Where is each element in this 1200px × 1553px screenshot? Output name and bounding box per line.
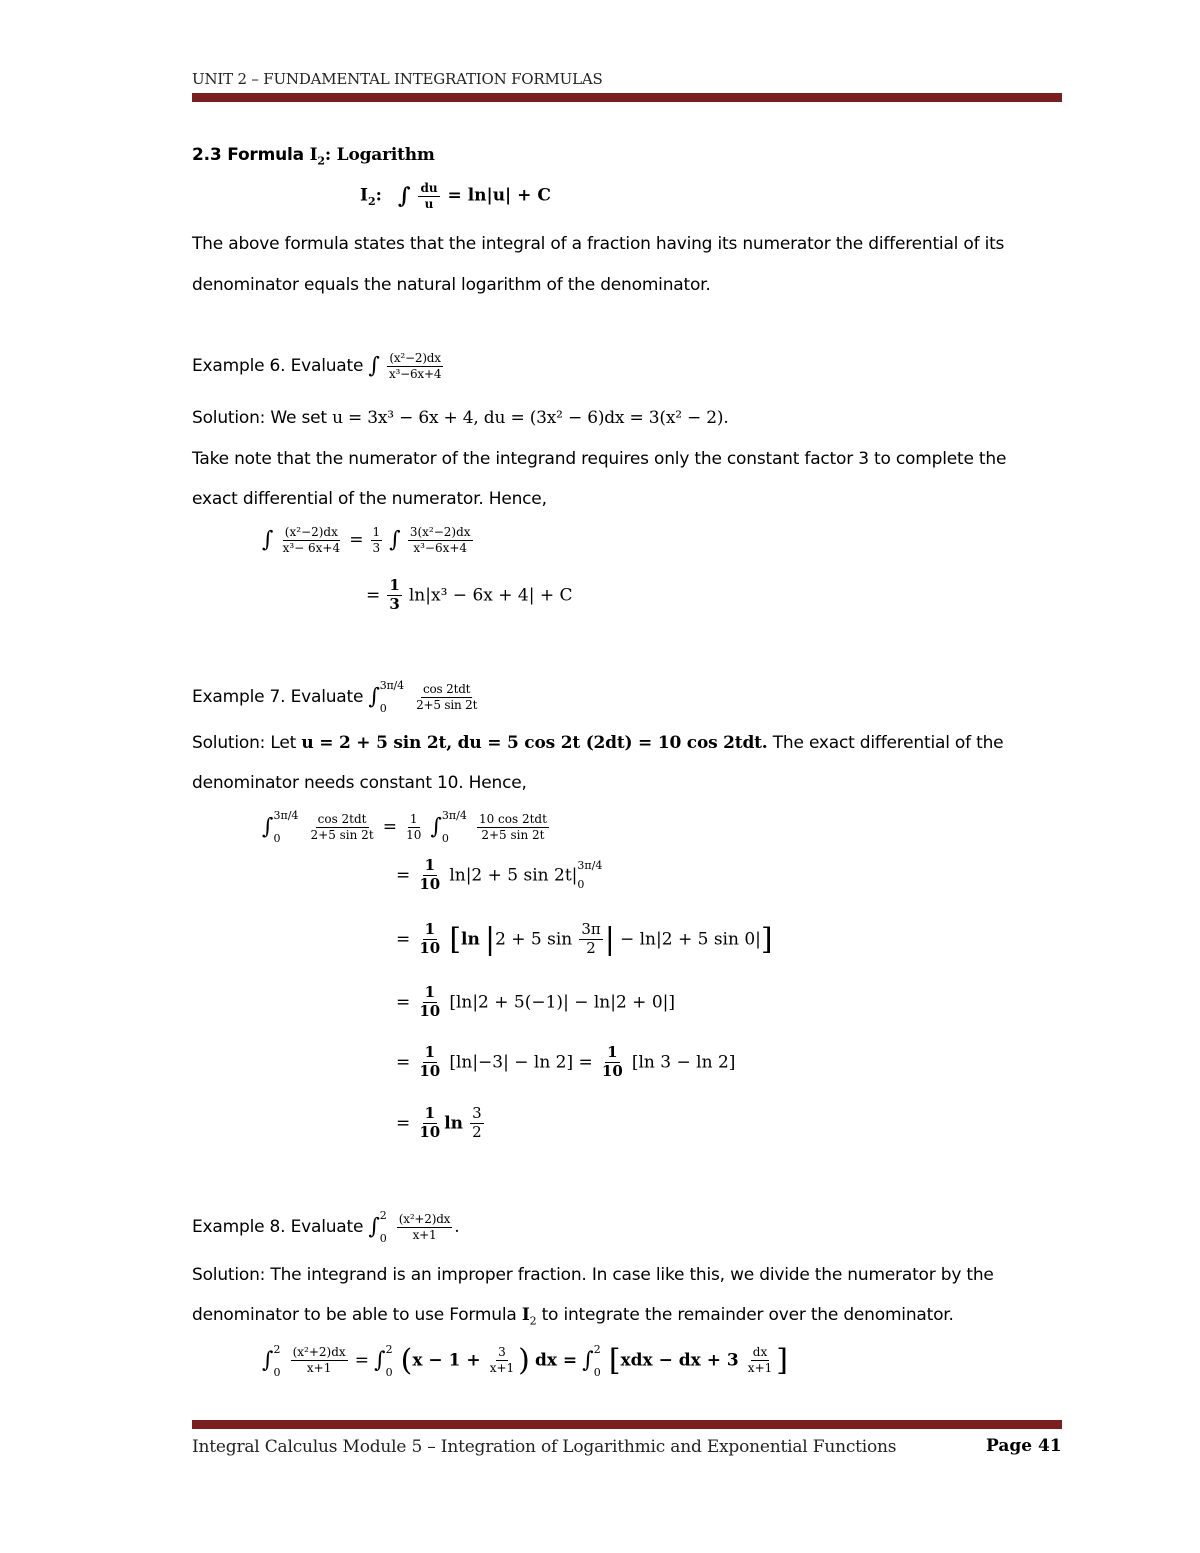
integral-sign: ∫ bbox=[368, 684, 380, 710]
frac-num: dx bbox=[752, 1345, 768, 1360]
left-bracket: [ bbox=[608, 1343, 621, 1378]
result-fraction bbox=[470, 1106, 484, 1141]
example-7-step-1 bbox=[262, 810, 551, 844]
heading-sub: 2 bbox=[317, 154, 325, 168]
example-8-title bbox=[192, 1210, 459, 1244]
frac-den: 3 bbox=[389, 594, 400, 613]
example-7-title bbox=[192, 680, 481, 714]
example-label: Example 8. Evaluate bbox=[192, 1217, 364, 1237]
frac-num: (x²+2)dx bbox=[292, 1345, 346, 1360]
frac-den: x³− 6x+4 bbox=[282, 540, 341, 555]
frac-den: 2+5 sin 2t bbox=[310, 827, 374, 842]
frac-den: x+1 bbox=[412, 1227, 437, 1242]
ln-text: ln bbox=[461, 929, 480, 950]
paragraph-line: exact differential of the numerator. Hence, bbox=[192, 489, 547, 509]
integral-sign: ∫ bbox=[368, 1214, 380, 1240]
lower-limit: 0 bbox=[385, 1365, 393, 1379]
header-title: UNIT 2 – FUNDAMENTAL INTEGRATION FORMULAS bbox=[192, 70, 603, 88]
paragraph-line: Solution: The integrand is an improper fraction. In case like this, we divide the numerator by the bbox=[192, 1265, 994, 1285]
coefficient-fraction bbox=[417, 985, 442, 1020]
frac-num: cos 2tdt bbox=[423, 681, 471, 696]
example-7-solution bbox=[192, 733, 1003, 753]
example-8-solution-line-2 bbox=[192, 1305, 954, 1327]
step-rest: x − 1 + bbox=[412, 1350, 481, 1371]
integral-sign: ∫ bbox=[582, 1348, 594, 1373]
step-rest: ln|2 + 5 sin 2t| bbox=[449, 865, 578, 886]
integral-sign: ∫ bbox=[374, 1348, 386, 1373]
integral-sign: ∫ bbox=[397, 183, 411, 210]
frac-num: 1 bbox=[389, 576, 400, 594]
integral-limits bbox=[594, 1344, 601, 1378]
frac-den: 10 bbox=[419, 874, 441, 893]
integral-limits bbox=[442, 810, 467, 844]
frac-num: 10 cos 2tdt bbox=[478, 811, 547, 826]
solution-math: u = 3x³ − 6x + 4, du = (3x² − 6)dx = 3(x² − 2). bbox=[332, 408, 729, 428]
integrand-fraction bbox=[414, 683, 479, 711]
integral-sign: ∫ bbox=[262, 1348, 274, 1373]
step-rest: ln|x³ − 6x + 4| + C bbox=[408, 585, 573, 606]
frac-den: x³−6x+4 bbox=[388, 366, 442, 381]
heading-name: : Logarithm bbox=[324, 145, 435, 165]
frac-den: 2 bbox=[586, 939, 596, 957]
frac-num: 1 bbox=[424, 1104, 435, 1122]
equals-sign: = bbox=[396, 865, 411, 886]
frac-den: x+1 bbox=[489, 1361, 515, 1375]
frac-num: 3 bbox=[472, 1104, 482, 1122]
abs-bar: | bbox=[484, 922, 496, 957]
formula-colon: : bbox=[375, 185, 382, 206]
upper-limit: 2 bbox=[273, 1342, 281, 1356]
step-rest: xdx − dx + 3 bbox=[620, 1350, 739, 1371]
equals-sign: = bbox=[349, 530, 364, 551]
frac-den: 3 bbox=[372, 540, 381, 555]
page-number: Page 41 bbox=[986, 1436, 1062, 1456]
abs-content: 2 + 5 sin bbox=[495, 929, 573, 950]
frac-num: 1 bbox=[409, 811, 418, 826]
frac-den: 10 bbox=[406, 827, 422, 842]
lower-limit: 0 bbox=[593, 1365, 601, 1379]
upper-limit: 3π/4 bbox=[577, 859, 603, 873]
paragraph-line: The above formula states that the integral of a fraction having its numerator the differential of its bbox=[192, 234, 1005, 254]
integrand-fraction bbox=[397, 1213, 452, 1241]
solution-text: to integrate the remainder over the denominator. bbox=[536, 1305, 954, 1325]
frac-num: (x²−2)dx bbox=[389, 351, 441, 365]
equals-sign: = bbox=[382, 817, 397, 837]
example-7-step-2 bbox=[396, 858, 605, 893]
right-paren: ) bbox=[518, 1343, 530, 1378]
equals-sign: = bbox=[396, 1113, 411, 1134]
frac-num: 3(x²−2)dx bbox=[409, 525, 471, 539]
example-7-step-6 bbox=[396, 1106, 486, 1141]
equals-sign: = bbox=[396, 1052, 411, 1073]
equals-sign: = bbox=[354, 1350, 369, 1371]
coefficient-fraction bbox=[417, 922, 442, 957]
upper-limit: 3π/4 bbox=[441, 809, 467, 822]
lhs-fraction bbox=[309, 813, 376, 841]
footer-rule bbox=[192, 1420, 1062, 1429]
lower-limit: 0 bbox=[577, 878, 585, 892]
integral-limits bbox=[273, 810, 298, 844]
frac-num: (x²+2)dx bbox=[398, 1211, 451, 1226]
step-rest: [ln 3 − ln 2] bbox=[631, 1052, 736, 1073]
frac-num: (x²−2)dx bbox=[284, 525, 338, 539]
upper-limit: 3π/4 bbox=[273, 809, 299, 822]
heading-prefix: 2.3 Formula bbox=[192, 145, 304, 165]
frac-den: 2 bbox=[472, 1122, 482, 1141]
ln-text: ln bbox=[444, 1113, 464, 1134]
frac-den: x+1 bbox=[747, 1361, 773, 1375]
example-6-solution bbox=[192, 408, 729, 428]
integral-limits bbox=[380, 680, 404, 714]
upper-limit: 2 bbox=[593, 1342, 601, 1356]
solution-suffix: The exact differential of the bbox=[767, 733, 1004, 753]
frac-den: 10 bbox=[601, 1061, 623, 1080]
frac-den: x+1 bbox=[306, 1361, 332, 1375]
formula-sub: 2 bbox=[529, 1314, 537, 1328]
lower-limit: 0 bbox=[379, 1232, 387, 1245]
equals-sign: = bbox=[396, 929, 411, 950]
lhs-fraction bbox=[281, 526, 343, 554]
example-label: Example 7. Evaluate bbox=[192, 687, 364, 707]
paragraph-line: denominator equals the natural logarithm of the denominator. bbox=[192, 275, 711, 295]
example-7-step-5 bbox=[396, 1045, 735, 1080]
example-6-step-1 bbox=[262, 526, 475, 554]
frac-num: 1 bbox=[424, 856, 435, 874]
solution-prefix: Solution: We set bbox=[192, 408, 327, 428]
upper-limit: 2 bbox=[379, 1209, 387, 1222]
coefficient-fraction bbox=[387, 578, 401, 613]
integral-sign: ∫ bbox=[368, 353, 380, 379]
solution-text: denominator to be able to use Formula bbox=[192, 1305, 517, 1325]
angle-fraction bbox=[579, 922, 602, 957]
right-bracket: ] bbox=[776, 1343, 788, 1378]
frac-num: 1 bbox=[424, 983, 435, 1001]
frac-num: du bbox=[420, 181, 438, 195]
integral-sign: ∫ bbox=[389, 527, 401, 553]
coefficient-fraction bbox=[417, 1045, 442, 1080]
frac-den: 10 bbox=[419, 1001, 441, 1020]
integral-sign: ∫ bbox=[262, 527, 274, 553]
lower-limit: 0 bbox=[441, 832, 449, 845]
lower-limit: 0 bbox=[273, 1365, 281, 1379]
frac-num: 3 bbox=[498, 1345, 506, 1360]
example-7-step-4 bbox=[396, 985, 675, 1020]
example-6-step-2 bbox=[366, 578, 573, 613]
step-rest: [ln|2 + 5(−1)| − ln|2 + 0|] bbox=[449, 992, 676, 1013]
lhs-fraction bbox=[291, 1346, 348, 1374]
solution-math: u = 2 + 5 sin 2t, du = 5 cos 2t (2dt) = 10 cos 2tdt. bbox=[301, 733, 768, 753]
example-7-step-3 bbox=[396, 922, 773, 957]
equals-sign: = bbox=[396, 992, 411, 1013]
paragraph-line: Take note that the numerator of the integrand requires only the constant factor 3 to complete the bbox=[192, 449, 1007, 469]
heading-symbol: I bbox=[309, 145, 318, 165]
footer-text: Integral Calculus Module 5 – Integration of Logarithmic and Exponential Functions bbox=[192, 1437, 897, 1457]
frac-den: 10 bbox=[419, 1061, 441, 1080]
frac-den: x³−6x+4 bbox=[413, 540, 468, 555]
rhs-fraction bbox=[477, 813, 549, 841]
coefficient-fraction bbox=[404, 813, 423, 841]
formula-sub: 2 bbox=[367, 194, 376, 208]
paragraph-line: denominator needs constant 10. Hence, bbox=[192, 773, 527, 793]
integral-limits bbox=[273, 1344, 280, 1378]
right-bracket: ] bbox=[760, 922, 773, 957]
integrand-fraction bbox=[387, 352, 443, 380]
example-6-title bbox=[192, 352, 445, 380]
formula-label: I bbox=[360, 185, 368, 206]
formula-i2 bbox=[360, 182, 551, 210]
coefficient-fraction bbox=[600, 1045, 625, 1080]
upper-limit: 2 bbox=[385, 1342, 393, 1356]
period: . bbox=[454, 1217, 460, 1237]
step-rest: − ln|2 + 5 sin 0| bbox=[619, 929, 761, 950]
coefficient-fraction bbox=[417, 1106, 442, 1141]
frac-num: 1 bbox=[424, 1043, 435, 1061]
rhs-fraction bbox=[408, 526, 473, 554]
frac-num: cos 2tdt bbox=[317, 811, 367, 826]
frac-num: 1 bbox=[607, 1043, 618, 1061]
frac-den: u bbox=[424, 196, 434, 211]
frac-num: 1 bbox=[424, 920, 435, 939]
lower-limit: 0 bbox=[273, 832, 281, 845]
left-bracket: [ bbox=[449, 922, 462, 957]
remainder-fraction bbox=[488, 1346, 516, 1374]
header-rule bbox=[192, 93, 1062, 102]
coefficient-fraction bbox=[417, 858, 442, 893]
frac-den: 2+5 sin 2t bbox=[416, 697, 478, 712]
step-rest: dx = bbox=[534, 1350, 578, 1371]
dx-fraction bbox=[746, 1346, 774, 1374]
frac-den: 10 bbox=[419, 1122, 441, 1141]
lower-limit: 0 bbox=[379, 702, 387, 715]
frac-den: 2+5 sin 2t bbox=[481, 827, 545, 842]
example-label: Example 6. Evaluate bbox=[192, 356, 364, 377]
abs-bar: | bbox=[604, 922, 615, 957]
integral-sign: ∫ bbox=[430, 814, 442, 840]
equals-sign: = bbox=[366, 585, 381, 606]
example-8-step-1 bbox=[262, 1343, 788, 1378]
frac-num: 1 bbox=[372, 525, 381, 539]
solution-prefix: Solution: Let bbox=[192, 733, 297, 753]
formula-rhs: = ln|u| + C bbox=[447, 185, 551, 206]
upper-limit: 3π/4 bbox=[379, 679, 404, 692]
formula-fraction bbox=[418, 182, 439, 210]
formula-symbol: I bbox=[521, 1305, 530, 1325]
integral-limits bbox=[386, 1344, 393, 1378]
frac-num: 3π bbox=[581, 920, 601, 939]
evaluation-limits bbox=[577, 860, 602, 890]
left-paren: ( bbox=[400, 1343, 413, 1378]
coefficient-fraction bbox=[371, 526, 383, 554]
frac-den: 10 bbox=[419, 939, 441, 957]
section-heading bbox=[192, 145, 435, 167]
integral-sign: ∫ bbox=[262, 814, 274, 840]
step-rest: [ln|−3| − ln 2] = bbox=[449, 1052, 593, 1073]
integral-limits bbox=[380, 1210, 387, 1244]
